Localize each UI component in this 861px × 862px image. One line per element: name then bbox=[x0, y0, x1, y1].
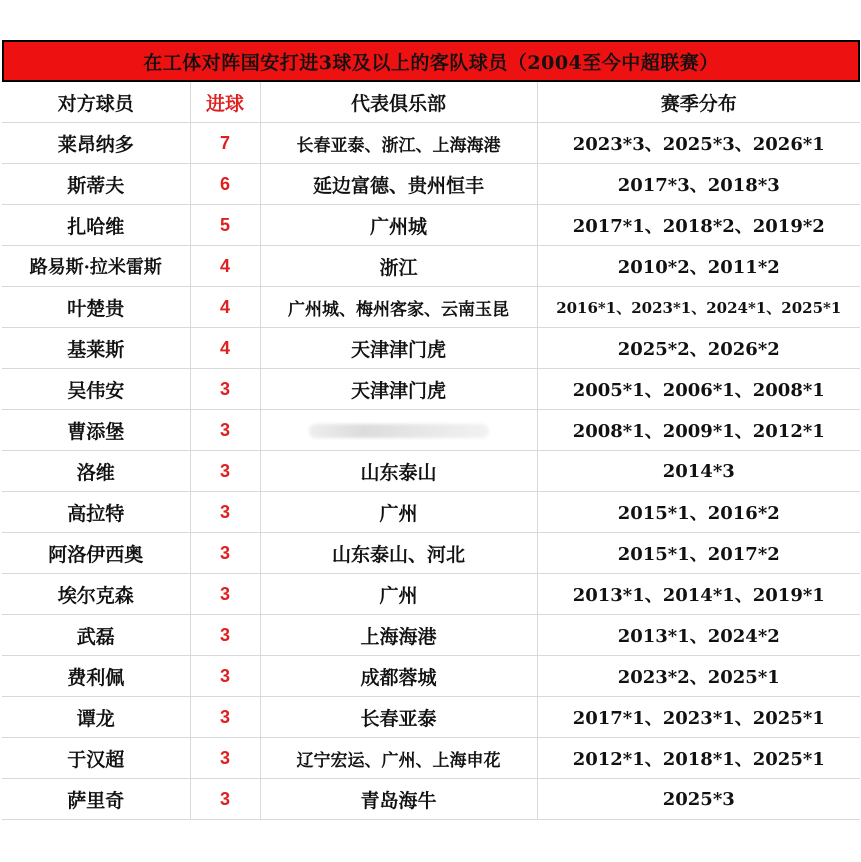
club-names: 辽宁宏运、广州、上海申花 bbox=[260, 738, 537, 779]
table-row bbox=[2, 205, 860, 246]
header-row bbox=[2, 82, 860, 123]
season-distribution: 2015*1、2016*2 bbox=[537, 492, 860, 533]
club-names: 山东泰山 bbox=[260, 451, 537, 492]
club-names: 山东泰山、河北 bbox=[260, 533, 537, 574]
goals-count: 4 bbox=[190, 287, 260, 328]
player-name: 叶楚贵 bbox=[2, 287, 190, 328]
club-names: 广州城 bbox=[260, 205, 537, 246]
goals-count: 3 bbox=[190, 779, 260, 820]
club-names: 广州 bbox=[260, 492, 537, 533]
goals-count: 5 bbox=[190, 205, 260, 246]
player-name: 扎哈维 bbox=[2, 205, 190, 246]
season-distribution: 2023*3、2025*3、2026*1 bbox=[537, 123, 860, 164]
season-distribution: 2008*1、2009*1、2012*1 bbox=[537, 410, 860, 451]
goals-count: 4 bbox=[190, 246, 260, 287]
player-name: 高拉特 bbox=[2, 492, 190, 533]
goals-count: 7 bbox=[190, 123, 260, 164]
goals-count: 6 bbox=[190, 164, 260, 205]
player-name: 谭龙 bbox=[2, 697, 190, 738]
goals-count: 3 bbox=[190, 574, 260, 615]
goals-count: 3 bbox=[190, 492, 260, 533]
season-distribution: 2010*2、2011*2 bbox=[537, 246, 860, 287]
table-row bbox=[2, 164, 860, 205]
season-distribution: 2016*1、2023*1、2024*1、2025*1 bbox=[537, 287, 860, 328]
season-distribution: 2013*1、2024*2 bbox=[537, 615, 860, 656]
club-names: 浙江 bbox=[260, 246, 537, 287]
season-distribution: 2025*2、2026*2 bbox=[537, 328, 860, 369]
goals-count: 3 bbox=[190, 533, 260, 574]
table-row bbox=[2, 697, 860, 738]
goals-count: 3 bbox=[190, 738, 260, 779]
header-goals: 进球 bbox=[190, 82, 260, 123]
club-names: 广州城、梅州客家、云南玉昆 bbox=[260, 287, 537, 328]
table-title: 在工体对阵国安打进3球及以上的客队球员（2004至今中超联赛） bbox=[2, 40, 860, 82]
season-distribution: 2023*2、2025*1 bbox=[537, 656, 860, 697]
table-row bbox=[2, 287, 860, 328]
table-row bbox=[2, 533, 860, 574]
season-distribution: 2013*1、2014*1、2019*1 bbox=[537, 574, 860, 615]
goals-count: 3 bbox=[190, 369, 260, 410]
goals-count: 4 bbox=[190, 328, 260, 369]
season-distribution: 2005*1、2006*1、2008*1 bbox=[537, 369, 860, 410]
season-distribution: 2017*1、2023*1、2025*1 bbox=[537, 697, 860, 738]
table-row bbox=[2, 656, 860, 697]
club-names: 广州 bbox=[260, 574, 537, 615]
player-name: 斯蒂夫 bbox=[2, 164, 190, 205]
player-name: 费利佩 bbox=[2, 656, 190, 697]
stats-sheet bbox=[2, 40, 860, 820]
table-row bbox=[2, 574, 860, 615]
table-row bbox=[2, 410, 860, 451]
club-names: 天津津门虎 bbox=[260, 369, 537, 410]
club-names: 上海海港 bbox=[260, 615, 537, 656]
player-name: 埃尔克森 bbox=[2, 574, 190, 615]
table-row bbox=[2, 738, 860, 779]
header-club: 代表俱乐部 bbox=[260, 82, 537, 123]
table-row bbox=[2, 369, 860, 410]
goals-count: 3 bbox=[190, 410, 260, 451]
player-name: 路易斯·拉米雷斯 bbox=[2, 246, 190, 287]
club-names: 长春亚泰 bbox=[260, 697, 537, 738]
players-table bbox=[2, 82, 860, 820]
season-distribution: 2015*1、2017*2 bbox=[537, 533, 860, 574]
club-names: 青岛海牛 bbox=[260, 779, 537, 820]
club-names: 延边富德、贵州恒丰 bbox=[260, 164, 537, 205]
table-row bbox=[2, 123, 860, 164]
header-seasons: 赛季分布 bbox=[537, 82, 860, 123]
season-distribution: 2014*3 bbox=[537, 451, 860, 492]
player-name: 曹添堡 bbox=[2, 410, 190, 451]
goals-count: 3 bbox=[190, 697, 260, 738]
table-row bbox=[2, 615, 860, 656]
table-row bbox=[2, 779, 860, 820]
goals-count: 3 bbox=[190, 615, 260, 656]
club-names: 天津津门虎 bbox=[260, 328, 537, 369]
season-distribution: 2012*1、2018*1、2025*1 bbox=[537, 738, 860, 779]
blurred-redaction bbox=[309, 424, 489, 438]
player-name: 阿洛伊西奥 bbox=[2, 533, 190, 574]
player-name: 萨里奇 bbox=[2, 779, 190, 820]
player-name: 吴伟安 bbox=[2, 369, 190, 410]
club-names: 长春亚泰、浙江、上海海港 bbox=[260, 123, 537, 164]
player-name: 武磊 bbox=[2, 615, 190, 656]
season-distribution: 2017*1、2018*2、2019*2 bbox=[537, 205, 860, 246]
goals-count: 3 bbox=[190, 656, 260, 697]
header-player: 对方球员 bbox=[2, 82, 190, 123]
player-name: 洛维 bbox=[2, 451, 190, 492]
season-distribution: 2025*3 bbox=[537, 779, 860, 820]
club-names-redacted bbox=[260, 410, 537, 451]
player-name: 基莱斯 bbox=[2, 328, 190, 369]
player-name: 于汉超 bbox=[2, 738, 190, 779]
table-row bbox=[2, 451, 860, 492]
table-row bbox=[2, 246, 860, 287]
table-row bbox=[2, 492, 860, 533]
player-name: 莱昂纳多 bbox=[2, 123, 190, 164]
goals-count: 3 bbox=[190, 451, 260, 492]
club-names: 成都蓉城 bbox=[260, 656, 537, 697]
table-row bbox=[2, 328, 860, 369]
season-distribution: 2017*3、2018*3 bbox=[537, 164, 860, 205]
